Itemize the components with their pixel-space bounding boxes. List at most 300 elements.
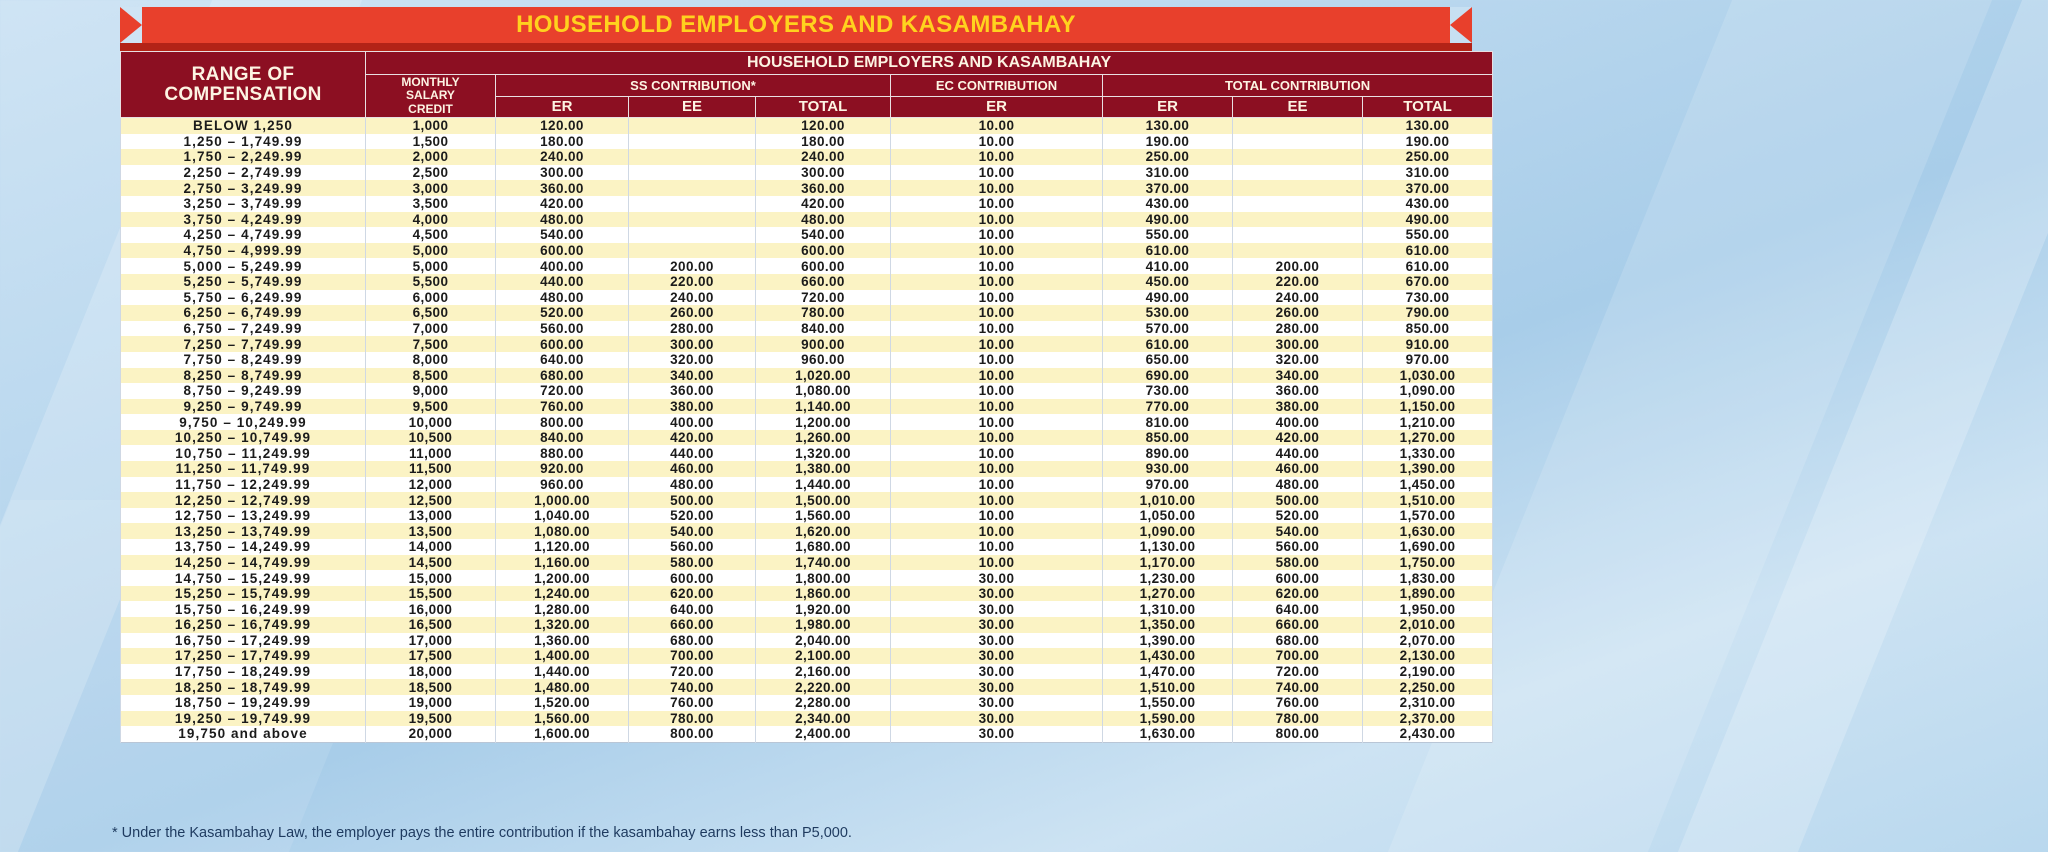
cell-value: 800.00 <box>629 726 756 742</box>
cell-value: 1,620.00 <box>756 523 891 539</box>
cell-value: 450.00 <box>1103 274 1233 290</box>
table-row <box>121 523 1493 539</box>
cell-range: 5,750 – 6,249.99 <box>121 290 366 306</box>
cell-value: 1,200.00 <box>496 570 629 586</box>
cell-range: 10,750 – 11,249.99 <box>121 445 366 461</box>
cell-value: 1,130.00 <box>1103 539 1233 555</box>
table-body <box>121 118 1493 743</box>
cell-value: 1,160.00 <box>496 555 629 571</box>
cell-value: 720.00 <box>629 664 756 680</box>
cell-value: 360.00 <box>1233 383 1363 399</box>
cell-range: 11,250 – 11,749.99 <box>121 461 366 477</box>
cell-value: 13,500 <box>366 523 496 539</box>
cell-value: 480.00 <box>756 212 891 228</box>
cell-value: 1,570.00 <box>1363 508 1493 524</box>
cell-value: 1,590.00 <box>1103 711 1233 727</box>
cell-value: 480.00 <box>629 477 756 493</box>
th-range-line2: COMPENSATION <box>164 83 322 105</box>
th-total-total: TOTAL <box>1363 97 1493 118</box>
cell-value: 30.00 <box>891 726 1103 742</box>
cell-value: 240.00 <box>756 149 891 165</box>
cell-value: 440.00 <box>1233 445 1363 461</box>
table-row <box>121 508 1493 524</box>
cell-value: 370.00 <box>1363 180 1493 196</box>
cell-value: 10.00 <box>891 492 1103 508</box>
cell-value: 660.00 <box>1233 617 1363 633</box>
th-ec-contribution: EC CONTRIBUTION <box>891 75 1103 97</box>
cell-value: 1,080.00 <box>756 383 891 399</box>
cell-value: 2,100.00 <box>756 648 891 664</box>
th-group-household: HOUSEHOLD EMPLOYERS AND KASAMBAHAY <box>366 52 1493 75</box>
cell-value: 480.00 <box>496 212 629 228</box>
cell-range: 17,250 – 17,749.99 <box>121 648 366 664</box>
cell-value: 11,500 <box>366 461 496 477</box>
cell-value: 480.00 <box>1233 477 1363 493</box>
cell-value: 900.00 <box>756 336 891 352</box>
table-row <box>121 336 1493 352</box>
cell-value: 300.00 <box>1233 336 1363 352</box>
cell-value: 1,310.00 <box>1103 601 1233 617</box>
cell-range: 13,250 – 13,749.99 <box>121 523 366 539</box>
cell-value: 30.00 <box>891 664 1103 680</box>
cell-value: 10,000 <box>366 414 496 430</box>
cell-value: 840.00 <box>496 430 629 446</box>
cell-range: 19,250 – 19,749.99 <box>121 711 366 727</box>
cell-value: 9,000 <box>366 383 496 399</box>
cell-range: 15,250 – 15,749.99 <box>121 586 366 602</box>
cell-value: 1,690.00 <box>1363 539 1493 555</box>
cell-value: 1,740.00 <box>756 555 891 571</box>
cell-value: 30.00 <box>891 586 1103 602</box>
cell-value: 910.00 <box>1363 336 1493 352</box>
cell-value <box>629 165 756 181</box>
th-range-of-compensation <box>121 52 366 118</box>
cell-value: 1,350.00 <box>1103 617 1233 633</box>
table-row <box>121 196 1493 212</box>
th-ss-contribution: SS CONTRIBUTION* <box>496 75 891 97</box>
cell-value: 5,500 <box>366 274 496 290</box>
th-total-er: ER <box>1103 97 1233 118</box>
cell-value: 190.00 <box>1363 134 1493 150</box>
cell-value: 610.00 <box>1103 243 1233 259</box>
cell-range: 13,750 – 14,249.99 <box>121 539 366 555</box>
header-row-1 <box>121 52 1493 75</box>
cell-value <box>1233 227 1363 243</box>
cell-range: 5,250 – 5,749.99 <box>121 274 366 290</box>
cell-range: 5,000 – 5,249.99 <box>121 258 366 274</box>
cell-value: 2,220.00 <box>756 679 891 695</box>
cell-value: 250.00 <box>1363 149 1493 165</box>
cell-value: 10.00 <box>891 134 1103 150</box>
cell-value: 1,360.00 <box>496 633 629 649</box>
cell-value: 10.00 <box>891 290 1103 306</box>
cell-value: 280.00 <box>1233 321 1363 337</box>
cell-value: 500.00 <box>629 492 756 508</box>
cell-value: 30.00 <box>891 617 1103 633</box>
cell-value: 7,000 <box>366 321 496 337</box>
cell-value: 10.00 <box>891 336 1103 352</box>
cell-value: 420.00 <box>756 196 891 212</box>
cell-value: 1,230.00 <box>1103 570 1233 586</box>
cell-value: 10.00 <box>891 508 1103 524</box>
cell-value <box>629 227 756 243</box>
th-range-line1: RANGE OF <box>191 63 295 85</box>
cell-value: 520.00 <box>1233 508 1363 524</box>
cell-value: 10,500 <box>366 430 496 446</box>
cell-range: 1,250 – 1,749.99 <box>121 134 366 150</box>
table-row <box>121 726 1493 742</box>
cell-value: 800.00 <box>1233 726 1363 742</box>
cell-value: 760.00 <box>629 695 756 711</box>
cell-value: 760.00 <box>496 399 629 415</box>
cell-value: 1,320.00 <box>496 617 629 633</box>
cell-value: 13,000 <box>366 508 496 524</box>
cell-value: 280.00 <box>629 321 756 337</box>
cell-value: 970.00 <box>1363 352 1493 368</box>
cell-value: 130.00 <box>1103 118 1233 134</box>
cell-value: 690.00 <box>1103 368 1233 384</box>
cell-value: 1,800.00 <box>756 570 891 586</box>
cell-value: 1,630.00 <box>1363 523 1493 539</box>
cell-value: 1,470.00 <box>1103 664 1233 680</box>
cell-value: 1,380.00 <box>756 461 891 477</box>
cell-value: 1,150.00 <box>1363 399 1493 415</box>
cell-value: 720.00 <box>756 290 891 306</box>
cell-value: 1,390.00 <box>1103 633 1233 649</box>
cell-range: 17,750 – 18,249.99 <box>121 664 366 680</box>
cell-value: 360.00 <box>756 180 891 196</box>
cell-value: 2,500 <box>366 165 496 181</box>
cell-value: 10.00 <box>891 352 1103 368</box>
cell-range: 4,750 – 4,999.99 <box>121 243 366 259</box>
cell-value: 16,500 <box>366 617 496 633</box>
cell-value: 1,140.00 <box>756 399 891 415</box>
cell-value: 7,500 <box>366 336 496 352</box>
cell-value: 220.00 <box>629 274 756 290</box>
cell-value: 1,550.00 <box>1103 695 1233 711</box>
cell-value: 680.00 <box>1233 633 1363 649</box>
cell-value: 440.00 <box>629 445 756 461</box>
th-ss-er: ER <box>496 97 629 118</box>
cell-value: 2,340.00 <box>756 711 891 727</box>
cell-value: 1,120.00 <box>496 539 629 555</box>
cell-value: 260.00 <box>1233 305 1363 321</box>
banner <box>120 7 1472 51</box>
cell-value: 360.00 <box>496 180 629 196</box>
cell-value: 180.00 <box>756 134 891 150</box>
table-row <box>121 243 1493 259</box>
cell-value: 580.00 <box>1233 555 1363 571</box>
cell-value: 800.00 <box>496 414 629 430</box>
cell-value: 30.00 <box>891 695 1103 711</box>
th-ss-total: TOTAL <box>756 97 891 118</box>
cell-value: 1,950.00 <box>1363 601 1493 617</box>
cell-value <box>629 243 756 259</box>
cell-value: 610.00 <box>1363 243 1493 259</box>
cell-value: 2,040.00 <box>756 633 891 649</box>
table-row <box>121 430 1493 446</box>
cell-value: 420.00 <box>1233 430 1363 446</box>
table-row <box>121 383 1493 399</box>
cell-value: 380.00 <box>1233 399 1363 415</box>
cell-value: 640.00 <box>496 352 629 368</box>
cell-value: 1,560.00 <box>496 711 629 727</box>
cell-value: 490.00 <box>1103 290 1233 306</box>
cell-value: 310.00 <box>1103 165 1233 181</box>
cell-value: 1,400.00 <box>496 648 629 664</box>
contribution-table-wrap <box>120 51 1472 743</box>
cell-value <box>1233 196 1363 212</box>
cell-value: 730.00 <box>1103 383 1233 399</box>
cell-value: 380.00 <box>629 399 756 415</box>
cell-value: 1,830.00 <box>1363 570 1493 586</box>
cell-value: 410.00 <box>1103 258 1233 274</box>
ribbon-notch-left-icon <box>120 7 142 43</box>
cell-value <box>1233 165 1363 181</box>
cell-value: 1,980.00 <box>756 617 891 633</box>
cell-value: 10.00 <box>891 274 1103 290</box>
cell-value: 1,440.00 <box>756 477 891 493</box>
cell-value: 10.00 <box>891 461 1103 477</box>
cell-value: 30.00 <box>891 601 1103 617</box>
cell-value: 12,500 <box>366 492 496 508</box>
cell-value: 10.00 <box>891 196 1103 212</box>
table-row <box>121 149 1493 165</box>
table-head <box>121 52 1493 118</box>
cell-value: 8,500 <box>366 368 496 384</box>
cell-value: 850.00 <box>1363 321 1493 337</box>
table-row <box>121 227 1493 243</box>
cell-value: 620.00 <box>1233 586 1363 602</box>
cell-value: 4,500 <box>366 227 496 243</box>
cell-range: 3,750 – 4,249.99 <box>121 212 366 228</box>
cell-value: 30.00 <box>891 633 1103 649</box>
cell-value: 540.00 <box>756 227 891 243</box>
cell-value: 200.00 <box>1233 258 1363 274</box>
cell-value: 770.00 <box>1103 399 1233 415</box>
cell-value: 2,310.00 <box>1363 695 1493 711</box>
cell-value: 10.00 <box>891 368 1103 384</box>
cell-value: 220.00 <box>1233 274 1363 290</box>
cell-value <box>629 196 756 212</box>
cell-value: 1,200.00 <box>756 414 891 430</box>
cell-range: 15,750 – 16,249.99 <box>121 601 366 617</box>
cell-value: 340.00 <box>629 368 756 384</box>
cell-value: 1,000 <box>366 118 496 134</box>
cell-value: 320.00 <box>629 352 756 368</box>
cell-value: 600.00 <box>629 570 756 586</box>
cell-value: 780.00 <box>1233 711 1363 727</box>
cell-value: 1,860.00 <box>756 586 891 602</box>
cell-value: 11,000 <box>366 445 496 461</box>
cell-value: 120.00 <box>756 118 891 134</box>
cell-value: 190.00 <box>1103 134 1233 150</box>
cell-value: 600.00 <box>756 258 891 274</box>
cell-range: 12,750 – 13,249.99 <box>121 508 366 524</box>
cell-value: 10.00 <box>891 477 1103 493</box>
cell-value: 1,090.00 <box>1103 523 1233 539</box>
cell-value: 960.00 <box>756 352 891 368</box>
cell-value: 780.00 <box>629 711 756 727</box>
cell-value: 520.00 <box>496 305 629 321</box>
cell-value: 10.00 <box>891 258 1103 274</box>
cell-value: 340.00 <box>1233 368 1363 384</box>
cell-value: 720.00 <box>496 383 629 399</box>
table-row <box>121 118 1493 134</box>
table-row <box>121 648 1493 664</box>
cell-value: 700.00 <box>629 648 756 664</box>
cell-value: 660.00 <box>629 617 756 633</box>
table-row <box>121 352 1493 368</box>
cell-value: 540.00 <box>1233 523 1363 539</box>
cell-value: 16,000 <box>366 601 496 617</box>
cell-range: 9,750 – 10,249.99 <box>121 414 366 430</box>
cell-value: 2,430.00 <box>1363 726 1493 742</box>
cell-value <box>629 134 756 150</box>
cell-value: 5,000 <box>366 243 496 259</box>
cell-value: 600.00 <box>496 336 629 352</box>
cell-value: 10.00 <box>891 383 1103 399</box>
cell-value: 4,000 <box>366 212 496 228</box>
cell-value: 730.00 <box>1363 290 1493 306</box>
cell-value: 2,250.00 <box>1363 679 1493 695</box>
cell-value: 310.00 <box>1363 165 1493 181</box>
cell-value: 30.00 <box>891 711 1103 727</box>
cell-value: 430.00 <box>1363 196 1493 212</box>
cell-value <box>1233 180 1363 196</box>
table-row <box>121 321 1493 337</box>
cell-value: 130.00 <box>1363 118 1493 134</box>
table-row <box>121 305 1493 321</box>
ribbon-shadow <box>120 43 1472 51</box>
cell-value: 670.00 <box>1363 274 1493 290</box>
cell-value: 10.00 <box>891 445 1103 461</box>
cell-value: 1,560.00 <box>756 508 891 524</box>
cell-value: 700.00 <box>1233 648 1363 664</box>
cell-value: 610.00 <box>1103 336 1233 352</box>
cell-value: 880.00 <box>496 445 629 461</box>
contribution-table <box>120 51 1493 743</box>
th-msc-line2: SALARY <box>406 88 455 103</box>
table-row <box>121 679 1493 695</box>
cell-value: 2,190.00 <box>1363 664 1493 680</box>
cell-range: 4,250 – 4,749.99 <box>121 227 366 243</box>
cell-value: 640.00 <box>1233 601 1363 617</box>
cell-value: 840.00 <box>756 321 891 337</box>
cell-value: 30.00 <box>891 648 1103 664</box>
cell-value: 12,000 <box>366 477 496 493</box>
cell-value: 1,500.00 <box>756 492 891 508</box>
cell-value: 3,000 <box>366 180 496 196</box>
cell-value: 490.00 <box>1103 212 1233 228</box>
cell-value: 1,000.00 <box>496 492 629 508</box>
cell-value: 10.00 <box>891 523 1103 539</box>
cell-value: 1,030.00 <box>1363 368 1493 384</box>
cell-value <box>629 180 756 196</box>
cell-value: 1,280.00 <box>496 601 629 617</box>
cell-value: 18,000 <box>366 664 496 680</box>
cell-value: 430.00 <box>1103 196 1233 212</box>
cell-value: 560.00 <box>1233 539 1363 555</box>
background-streak <box>1678 0 2048 852</box>
cell-value: 1,080.00 <box>496 523 629 539</box>
cell-range: 1,750 – 2,249.99 <box>121 149 366 165</box>
cell-value: 960.00 <box>496 477 629 493</box>
table-row <box>121 165 1493 181</box>
cell-value: 420.00 <box>629 430 756 446</box>
cell-range: 11,750 – 12,249.99 <box>121 477 366 493</box>
cell-value: 600.00 <box>496 243 629 259</box>
cell-value: 180.00 <box>496 134 629 150</box>
cell-value: 17,000 <box>366 633 496 649</box>
cell-range: 10,250 – 10,749.99 <box>121 430 366 446</box>
cell-value: 560.00 <box>496 321 629 337</box>
cell-value: 10.00 <box>891 414 1103 430</box>
cell-value: 580.00 <box>629 555 756 571</box>
cell-range: 18,750 – 19,249.99 <box>121 695 366 711</box>
cell-value: 8,000 <box>366 352 496 368</box>
cell-value: 1,260.00 <box>756 430 891 446</box>
cell-value: 600.00 <box>1233 570 1363 586</box>
table-row <box>121 492 1493 508</box>
cell-value: 200.00 <box>629 258 756 274</box>
cell-range: 16,250 – 16,749.99 <box>121 617 366 633</box>
table-row <box>121 477 1493 493</box>
cell-value: 30.00 <box>891 679 1103 695</box>
table-row <box>121 134 1493 150</box>
cell-value: 250.00 <box>1103 149 1233 165</box>
cell-range: 3,250 – 3,749.99 <box>121 196 366 212</box>
table-row <box>121 586 1493 602</box>
cell-value: 1,270.00 <box>1103 586 1233 602</box>
cell-value: 240.00 <box>496 149 629 165</box>
cell-value <box>629 149 756 165</box>
cell-value: 850.00 <box>1103 430 1233 446</box>
th-total-contribution: TOTAL CONTRIBUTION <box>1103 75 1493 97</box>
cell-value: 1,040.00 <box>496 508 629 524</box>
cell-value: 2,370.00 <box>1363 711 1493 727</box>
cell-value: 570.00 <box>1103 321 1233 337</box>
cell-value: 680.00 <box>496 368 629 384</box>
cell-value: 1,750.00 <box>1363 555 1493 571</box>
cell-value: 2,070.00 <box>1363 633 1493 649</box>
cell-value: 3,500 <box>366 196 496 212</box>
cell-value: 550.00 <box>1363 227 1493 243</box>
cell-value: 480.00 <box>496 290 629 306</box>
cell-value <box>1233 134 1363 150</box>
cell-range: 7,250 – 7,749.99 <box>121 336 366 352</box>
cell-value: 19,500 <box>366 711 496 727</box>
table-row <box>121 368 1493 384</box>
cell-value: 19,000 <box>366 695 496 711</box>
cell-range: BELOW 1,250 <box>121 118 366 134</box>
cell-value: 810.00 <box>1103 414 1233 430</box>
cell-value <box>1233 243 1363 259</box>
cell-value: 2,130.00 <box>1363 648 1493 664</box>
cell-value: 14,000 <box>366 539 496 555</box>
cell-value: 920.00 <box>496 461 629 477</box>
th-msc-line3: CREDIT <box>408 101 453 116</box>
table-row <box>121 633 1493 649</box>
cell-value: 15,500 <box>366 586 496 602</box>
cell-value: 1,170.00 <box>1103 555 1233 571</box>
table-row <box>121 555 1493 571</box>
cell-value: 540.00 <box>629 523 756 539</box>
cell-value: 1,210.00 <box>1363 414 1493 430</box>
cell-value: 740.00 <box>629 679 756 695</box>
cell-value: 440.00 <box>496 274 629 290</box>
cell-range: 14,750 – 15,249.99 <box>121 570 366 586</box>
